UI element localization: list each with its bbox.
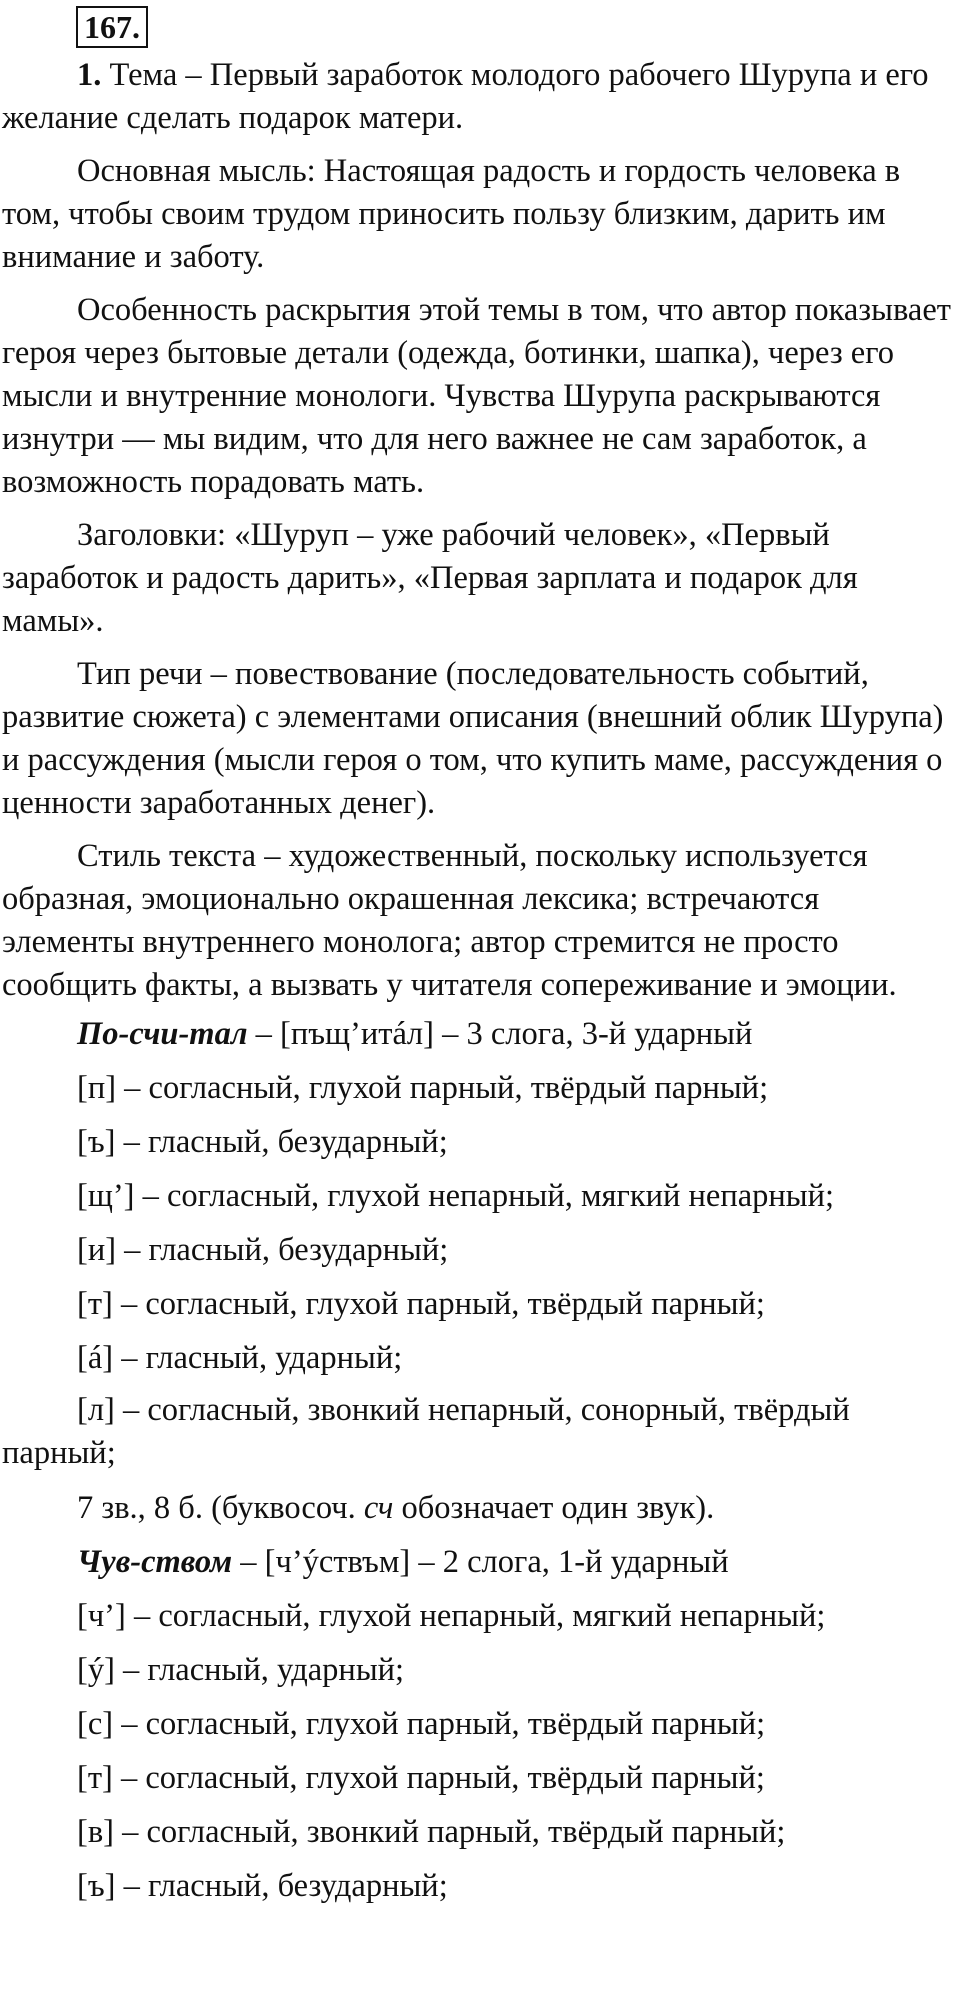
- speech-type-paragraph: Тип речи – повествование (последовательность событий, развитие сюжета) с элементами описания (внешний облик Шурупа) и рассуждения (мысли героя о том, что купить маме, рассуждения о ценности заработанных денег).: [2, 656, 944, 821]
- word-2-sound: [ý] – гласный, ударный;: [77, 1652, 405, 1688]
- summary-suffix: обозначает один звук).: [393, 1490, 715, 1526]
- word-1-heading: [2, 1007, 958, 1061]
- word-2-sound: [т] – согласный, глухой парный, твёрдый парный;: [77, 1760, 765, 1796]
- word-1-sound: [т] – согласный, глухой парный, твёрдый парный;: [77, 1286, 765, 1322]
- style-paragraph: Стиль текста – художественный, поскольку используется образная, эмоционально окрашенная лексика; встречаются элементы внутреннего монолога; автор стремится не просто сообщить факты, а вызвать у читателя сопереживание и эмоции.: [2, 838, 897, 1003]
- section-number: 1.: [77, 57, 102, 93]
- word-1-transcription: – [пъщ’итáл] – 3 слога, 3-й ударный: [247, 1016, 753, 1052]
- word-1-sound: [ъ] – гласный, безударный;: [77, 1124, 448, 1160]
- word-2-transcription: – [ч’ýствъм] – 2 слога, 1-й ударный: [232, 1544, 729, 1580]
- word-2-sound: [ъ] – гласный, безударный;: [77, 1868, 448, 1904]
- word-1-sound: [щ’] – согласный, глухой непарный, мягкий непарный;: [77, 1178, 835, 1214]
- feature-paragraph: Особенность раскрытия этой темы в том, что автор показывает героя через бытовые детали (одежда, ботинки, шапка), через его мысли и внутренние монологи. Чувства Шурупа раскрываются изнутри — мы видим, что для него важнее не сам заработок, а возможность порадовать мать.: [2, 292, 951, 500]
- word-1-sound: [п] – согласный, глухой парный, твёрдый парный;: [77, 1070, 769, 1106]
- main-idea-paragraph: Основная мысль: Настоящая радость и гордость человека в том, чтобы своим трудом приносить пользу близким, дарить им внимание и заботу.: [2, 153, 901, 275]
- titles-paragraph: Заголовки: «Шуруп – уже рабочий человек», «Первый заработок и радость дарить», «Первая зарплата и подарок для мамы».: [2, 517, 858, 639]
- word-1-sound: [и] – гласный, безударный;: [77, 1232, 449, 1268]
- summary-prefix: 7 зв., 8 б. (буквосоч.: [77, 1490, 364, 1526]
- word-2-heading: [2, 1535, 958, 1589]
- word-1-word: По-счи-тал: [77, 1016, 248, 1052]
- word-2-sound: [ч’] – согласный, глухой непарный, мягкий непарный;: [77, 1598, 826, 1634]
- theme-paragraph: [2, 54, 958, 140]
- theme-text: Тема – Первый заработок молодого рабочего Шурупа и его желание сделать подарок матери.: [2, 57, 929, 136]
- word-1-sound: [л] – согласный, звонкий непарный, сонорный, твёрдый парный;: [2, 1392, 850, 1471]
- summary-italic: сч: [363, 1490, 394, 1526]
- word-2-word: Чув-ством: [77, 1544, 233, 1580]
- word-2-sound: [с] – согласный, глухой парный, твёрдый парный;: [77, 1706, 766, 1742]
- word-2-sound: [в] – согласный, звонкий парный, твёрдый парный;: [77, 1814, 786, 1850]
- task-number-box: 167.: [76, 6, 148, 48]
- word-1-summary: [2, 1481, 958, 1535]
- word-1-sound: [á] – гласный, ударный;: [77, 1340, 403, 1376]
